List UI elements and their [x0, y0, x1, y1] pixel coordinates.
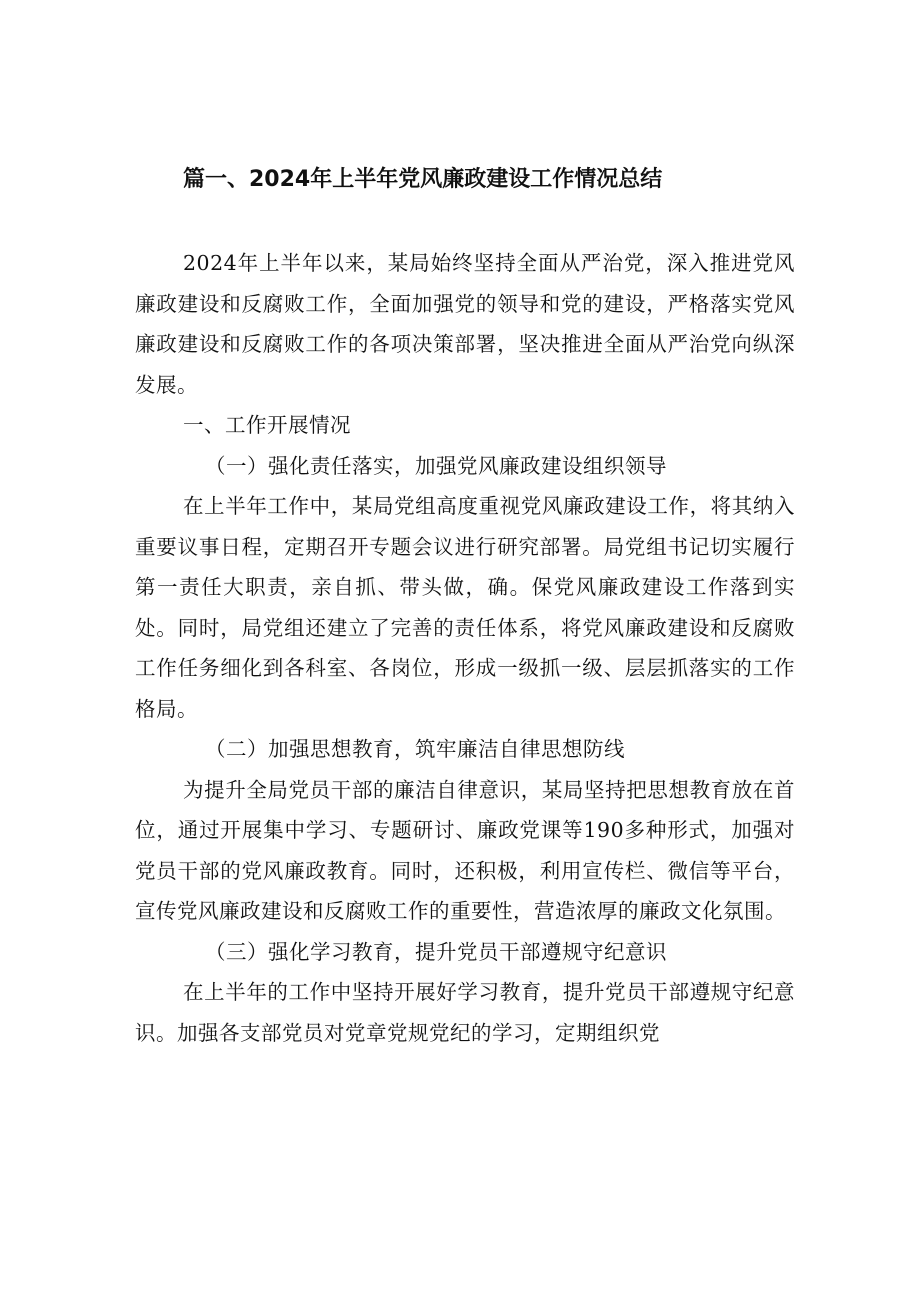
subsection-body-2: 为提升全局党员干部的廉洁自律意识，某局坚持把思想教育放在首位，通过开展集中学习、专题研讨、廉政党课等190多种形式，加强对党员干部的党风廉政教育。同时，还积极，利用宣传栏、微信等平台，宣传党风廉政建设和反腐败工作的重要性，营造浓厚的廉政文化氛围。 [135, 777, 795, 923]
intro-paragraph: 2024年上半年以来，某局始终坚持全面从严治党，深入推进党风廉政建设和反腐败工作，全面加强党的领导和党的建设，严格落实党风廉政建设和反腐败工作的各项决策部署，坚决推进全面从严治党向纵深发展。 [135, 251, 795, 397]
document-title: 篇一、2024年上半年党风廉政建设工作情况总结 [183, 167, 663, 192]
subsection-heading-1: （一）强化责任落实，加强党风廉政建设组织领导 [205, 453, 667, 478]
subsection-heading-2: （二）加强思想教育，筑牢廉洁自律思想防线 [205, 737, 625, 761]
section-heading-work-progress: 一、工作开展情况 [183, 413, 351, 437]
subsection-body-1: 在上半年工作中，某局党组高度重视党风廉政建设工作，将其纳入重要议事日程，定期召开专题会议进行研究部署。局党组书记切实履行第一责任大职责，亲自抓、带头做，确。保党风廉政建设工作落到实处。同时，局党组还建立了完善的责任体系，将党风廉政建设和反腐败工作任务细化到各科室、各岗位，形成一级抓一级、层层抓落实的工作格局。 [135, 494, 795, 721]
subsection-heading-3: （三）强化学习教育，提升党员干部遵规守纪意识 [205, 939, 667, 964]
document-body [135, 243, 795, 1053]
subsection-body-3: 在上半年的工作中坚持开展好学习教育，提升党员干部遵规守纪意识。加强各支部党员对党章党规党纪的学习，定期组织党 [135, 980, 795, 1045]
